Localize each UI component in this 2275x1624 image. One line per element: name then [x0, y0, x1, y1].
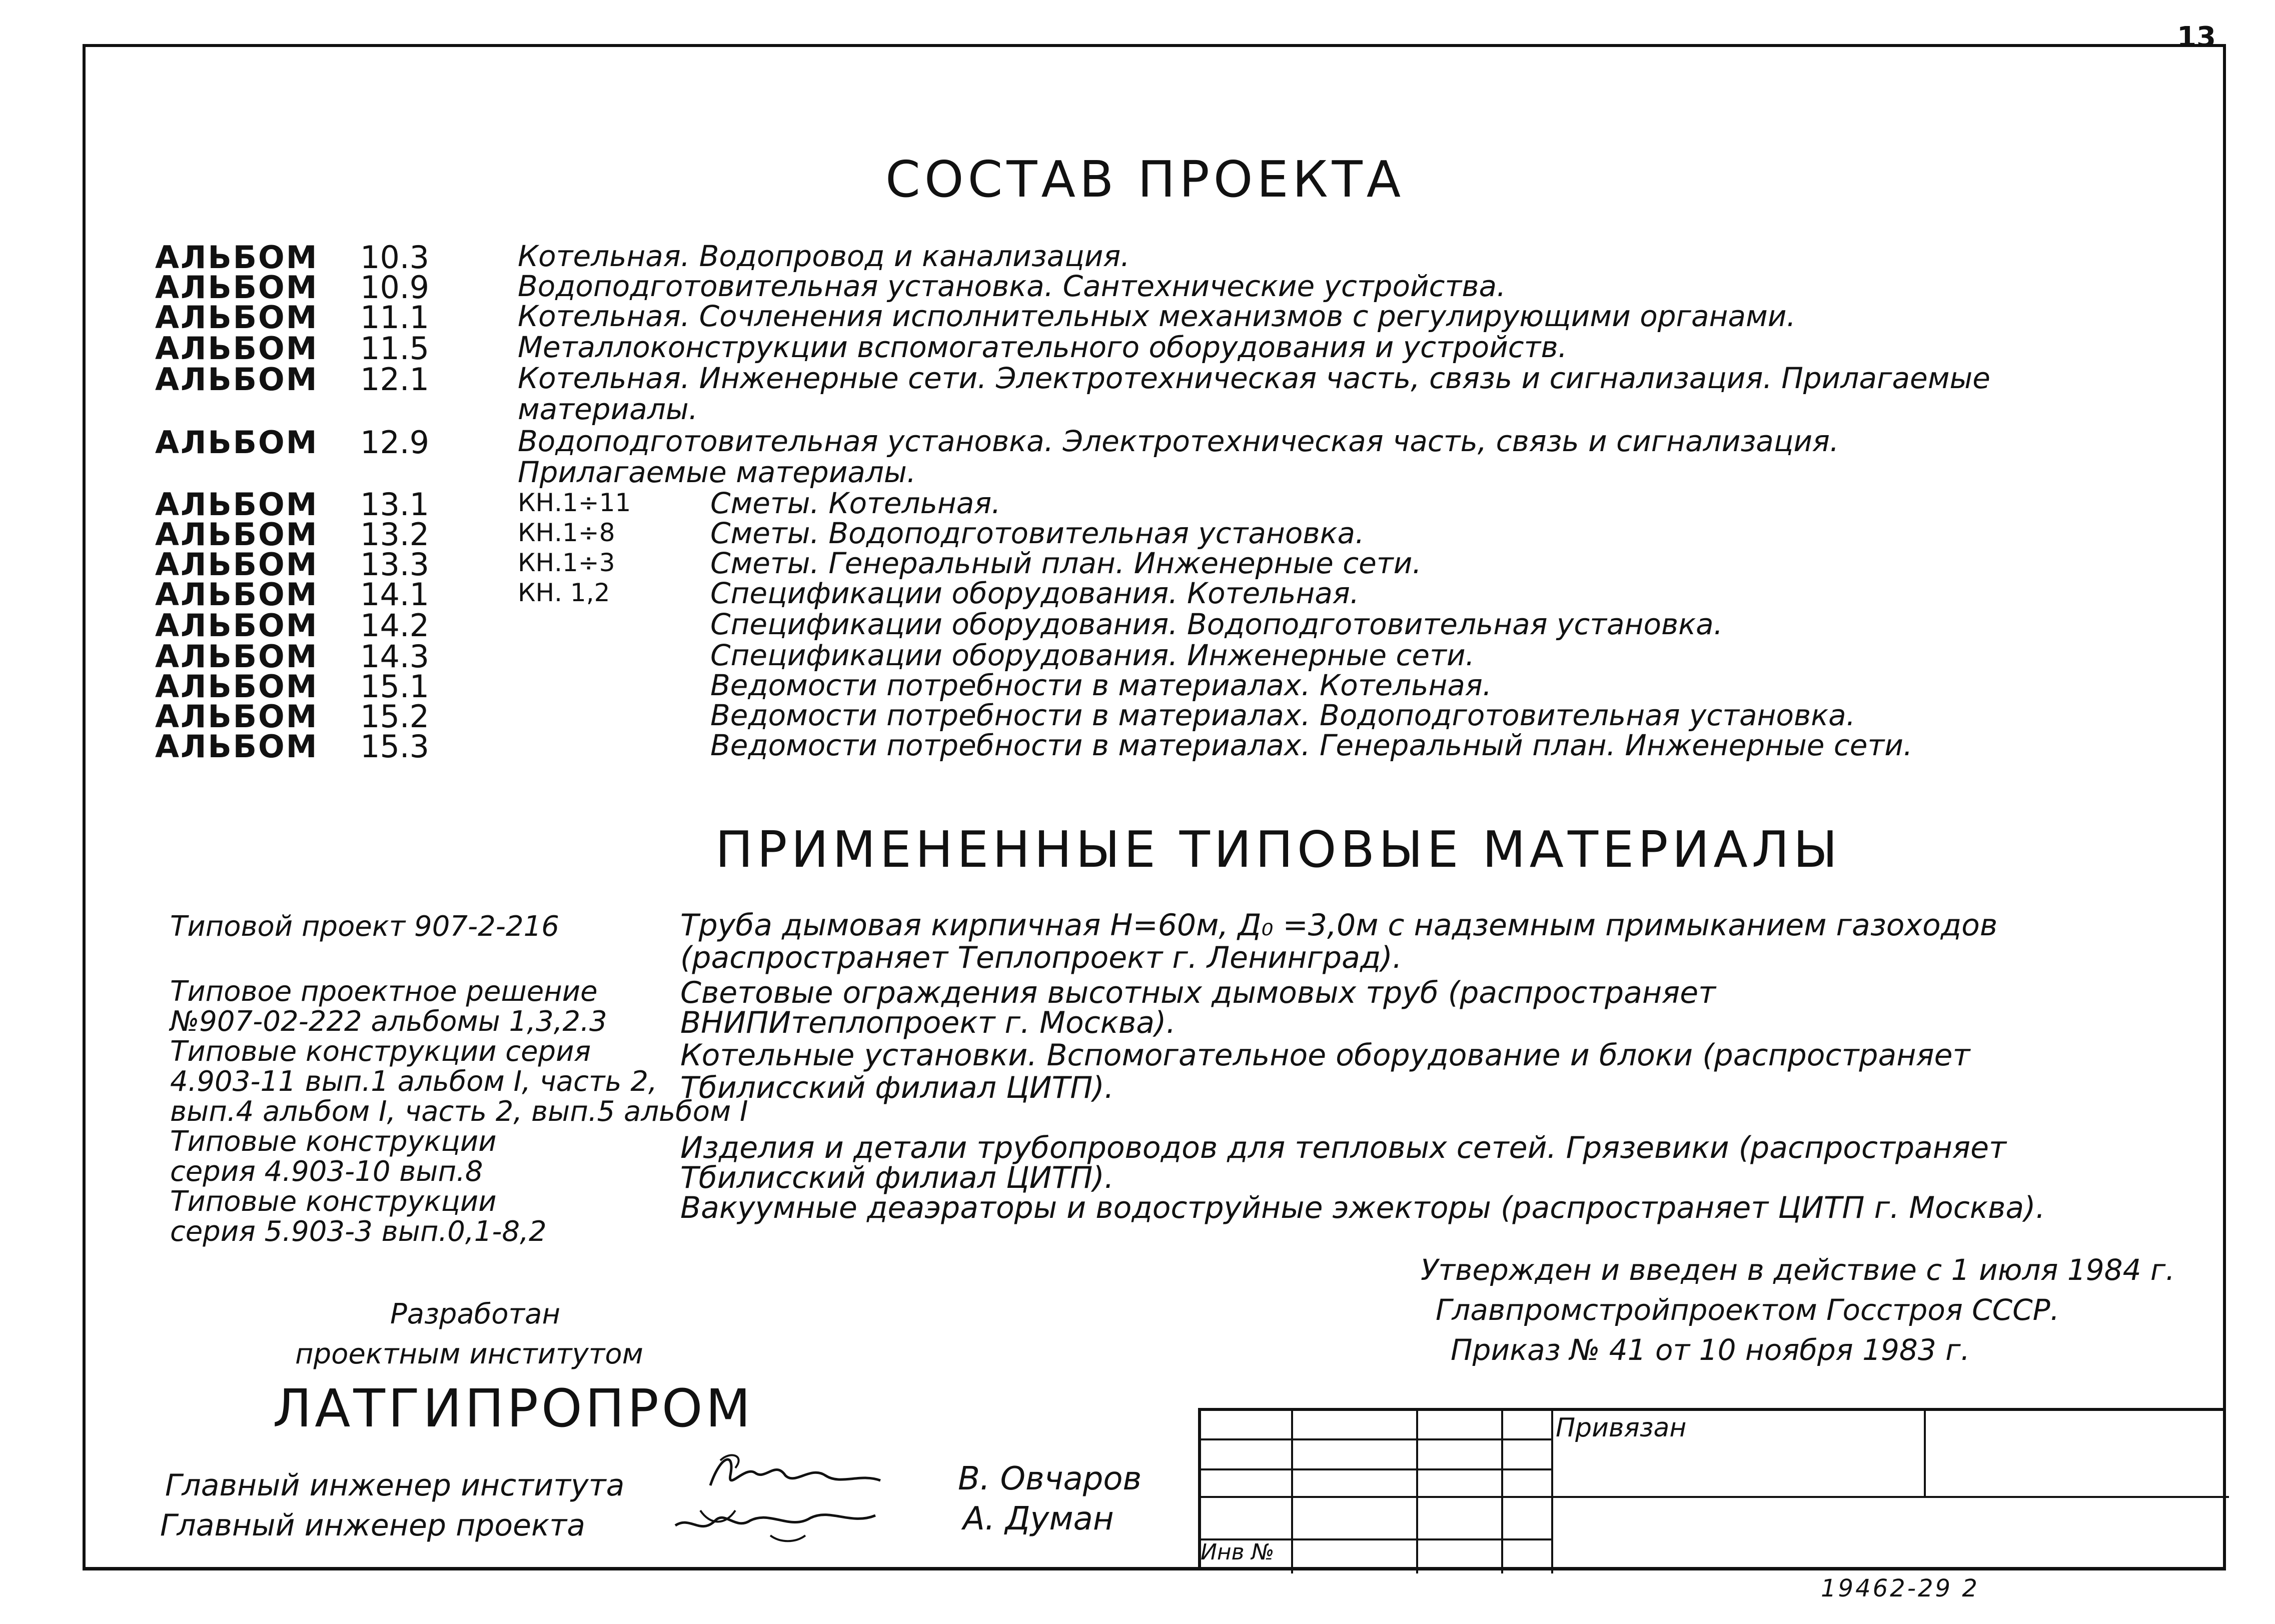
- heading-project-composition: СОСТАВ ПРОЕКТА: [885, 150, 1405, 209]
- material-line: ВНИПИтеплопроект г. Москва).: [680, 1005, 1176, 1040]
- material-line: Изделия и детали трубопроводов для тепловых сетей. Грязевики (распространяет: [680, 1130, 2006, 1165]
- album-number: 12.1: [360, 361, 430, 398]
- album-word: АЛЬБОМ: [155, 239, 319, 276]
- album-word: АЛЬБОМ: [155, 361, 319, 398]
- album-description: Ведомости потребности в материалах. Генеральный план. Инженерные сети.: [710, 728, 1913, 762]
- heading-applied-materials: ПРИМЕНЕННЫЕ ТИПОВЫЕ МАТЕРИАЛЫ: [715, 820, 1842, 879]
- album-description: Спецификации оборудования. Водоподготовительная установка.: [710, 607, 1723, 641]
- album-number: 14.2: [360, 607, 430, 644]
- album-number: 11.5: [360, 330, 430, 367]
- album-word: АЛЬБОМ: [155, 698, 319, 735]
- material-line: (распространяет Теплопроект г. Ленинград).: [680, 940, 1402, 975]
- album-word: АЛЬБОМ: [155, 330, 319, 367]
- album-books: КН.1÷3: [518, 548, 615, 577]
- album-number: 15.2: [360, 698, 430, 735]
- album-word: АЛЬБОМ: [155, 668, 319, 705]
- material-line: Труба дымовая кирпичная Н=60м, Д₀ =3,0м с надземным примыканием газоходов: [680, 908, 1998, 943]
- album-word: АЛЬБОМ: [155, 486, 319, 523]
- album-word: АЛЬБОМ: [155, 424, 319, 461]
- album-number: 10.3: [360, 239, 430, 276]
- album-word: АЛЬБОМ: [155, 576, 319, 613]
- signature-name: А. Думан: [963, 1500, 1114, 1537]
- album-number: 14.3: [360, 638, 430, 675]
- signature-chief-engineer-institute: [700, 1445, 890, 1500]
- album-description: Спецификации оборудования. Инженерные сети.: [710, 638, 1475, 672]
- album-word: АЛЬБОМ: [155, 299, 319, 336]
- approval-line: Утвержден и введен в действие с 1 июля 1984 г.: [1421, 1253, 2175, 1287]
- album-description: Спецификации оборудования. Котельная.: [710, 576, 1360, 610]
- developed-by-label: проектным институтом: [295, 1338, 643, 1370]
- album-description: Котельная. Водопровод и канализация.: [518, 239, 1130, 273]
- album-description: Металлоконструкции вспомогательного оборудования и устройств.: [518, 330, 1568, 364]
- album-description: Сметы. Водоподготовительная установка.: [710, 516, 1365, 550]
- signature-role: Главный инженер института: [165, 1468, 625, 1503]
- material-line: Световые ограждения высотных дымовых труб (распространяет: [680, 975, 1716, 1010]
- album-books: КН.1÷8: [518, 518, 615, 547]
- standard-ref-line: Типовой проект 907-2-216: [170, 910, 559, 943]
- album-number: 13.3: [360, 546, 430, 583]
- album-description: Ведомости потребности в материалах. Водоподготовительная установка.: [710, 698, 1856, 732]
- standard-ref-line: №907-02-222 альбомы 1,3,2.3: [170, 1005, 607, 1038]
- signature-role: Главный инженер проекта: [160, 1508, 585, 1543]
- album-description: Водоподготовительная установка. Электротехническая часть, связь и сигнализация.: [518, 424, 1839, 458]
- standard-ref-line: Типовые конструкции: [170, 1125, 497, 1158]
- material-line: Котельные установки. Вспомогательное оборудование и блоки (распространяет: [680, 1038, 1970, 1073]
- album-number: 13.1: [360, 486, 430, 523]
- signature-name: В. Овчаров: [958, 1460, 1142, 1497]
- album-number: 10.9: [360, 269, 430, 306]
- stamp-inventory-label: Инв №: [1201, 1539, 1275, 1565]
- album-description: Водоподготовительная установка. Сантехнические устройства.: [518, 269, 1506, 303]
- album-description-cont: Прилагаемые материалы.: [518, 455, 916, 489]
- standard-ref-line: Типовые конструкции серия: [170, 1035, 591, 1068]
- album-description: Котельная. Сочленения исполнительных механизмов с регулирующими органами.: [518, 299, 1796, 333]
- standard-ref-line: серия 4.903-10 вып.8: [170, 1155, 483, 1188]
- album-description: Сметы. Генеральный план. Инженерные сети.: [710, 546, 1422, 580]
- sheet-number: 13: [2177, 21, 2216, 54]
- stamp-attached-label: Привязан: [1556, 1413, 1687, 1443]
- album-description: Ведомости потребности в материалах. Котельная.: [710, 668, 1492, 702]
- album-word: АЛЬБОМ: [155, 638, 319, 675]
- developer-organization: ЛАТГИПРОПРОМ: [273, 1378, 754, 1439]
- album-word: АЛЬБОМ: [155, 516, 319, 553]
- material-line: Тбилисский филиал ЦИТП).: [680, 1160, 1114, 1195]
- album-word: АЛЬБОМ: [155, 546, 319, 583]
- material-line: Тбилисский филиал ЦИТП).: [680, 1070, 1114, 1105]
- album-description: Котельная. Инженерные сети. Электротехническая часть, связь и сигнализация. Прилагаемые: [518, 361, 1990, 395]
- album-word: АЛЬБОМ: [155, 607, 319, 644]
- standard-ref-line: Типовое проектное решение: [170, 975, 598, 1008]
- document-code: 19462-29 2: [1821, 1574, 1979, 1602]
- standard-ref-line: вып.4 альбом I, часть 2, вып.5 альбом I: [170, 1095, 748, 1128]
- material-line: Вакуумные деаэраторы и водоструйные эжекторы (распространяет ЦИТП г. Москва).: [680, 1190, 2045, 1225]
- album-number: 15.3: [360, 728, 430, 765]
- album-description-cont: материалы.: [518, 392, 698, 426]
- developed-label: Разработан: [390, 1298, 561, 1330]
- standard-ref-line: 4.903-11 вып.1 альбом I, часть 2,: [170, 1065, 657, 1098]
- album-description: Сметы. Котельная.: [710, 486, 1001, 520]
- standard-ref-line: Типовые конструкции: [170, 1185, 497, 1218]
- album-number: 11.1: [360, 299, 430, 336]
- approval-line: Приказ № 41 от 10 ноября 1983 г.: [1451, 1333, 1970, 1367]
- album-number: 14.1: [360, 576, 430, 613]
- album-number: 13.2: [360, 516, 430, 553]
- signature-chief-engineer-project: [670, 1495, 885, 1550]
- standard-ref-line: серия 5.903-3 вып.0,1-8,2: [170, 1215, 547, 1248]
- album-word: АЛЬБОМ: [155, 269, 319, 306]
- album-word: АЛЬБОМ: [155, 728, 319, 765]
- album-number: 12.9: [360, 424, 430, 461]
- album-books: КН. 1,2: [518, 578, 610, 607]
- album-number: 15.1: [360, 668, 430, 705]
- title-block-stamp: [1198, 1408, 2226, 1570]
- album-books: КН.1÷11: [518, 488, 631, 517]
- approval-line: Главпромстройпроектом Госстроя СССР.: [1436, 1293, 2060, 1327]
